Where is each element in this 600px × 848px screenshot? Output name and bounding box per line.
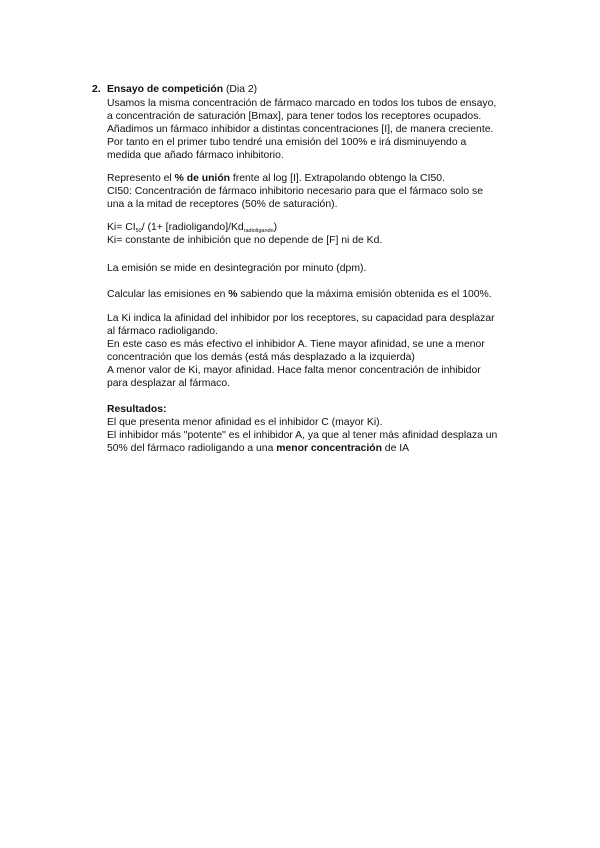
section-number: 2. <box>92 84 101 95</box>
para5-line: La Ki indica la afinidad del inhibidor por los receptores, su capacidad para desplazar <box>107 313 495 324</box>
para2-bold: % de unión <box>174 173 231 184</box>
section-heading-rest: (Dia 2) <box>223 84 258 95</box>
ki-formula <box>107 222 277 235</box>
para2-line: CI50: Concentración de fármaco inhibitorio necesario para que el fármaco solo se <box>107 186 484 197</box>
para5-line: A menor valor de Ki, mayor afinidad. Hace falta menor concentración de inhibidor <box>107 365 481 376</box>
formula-subscript: 50 <box>135 228 142 234</box>
results-text: 50% del fármaco radioligando a una <box>107 443 277 454</box>
formula-text: Ki= CI <box>107 222 136 233</box>
para5-line: concentración que los demás (está más desplazado a la izquierda) <box>107 352 415 363</box>
results-bold: menor concentración <box>276 443 382 454</box>
para4-text: sabiendo que la máxima emisión obtenida es el 100%. <box>237 289 492 300</box>
section-heading <box>107 84 257 97</box>
para4-bold: % <box>228 289 238 300</box>
para1-line: Añadimos un fármaco inhibidor a distintas concentraciones [I], de manera creciente. <box>107 124 494 135</box>
ki-definition: Ki= constante de inhibición que no depende de [F] ni de Kd. <box>107 235 383 246</box>
para2-text: frente al log [I]. Extrapolando obtengo la CI50. <box>230 173 445 184</box>
para1-line: Por tanto en el primer tubo tendré una emisión del 100% e irá disminuyendo a <box>107 137 467 148</box>
formula-text: / (1+ [radioligando]/Kd <box>141 222 244 233</box>
results-line: El inhibidor más "potente" es el inhibidor A, ya que al tener más afinidad desplaza un <box>107 430 498 441</box>
para2-text: Represento el <box>107 173 175 184</box>
results-line <box>107 443 409 456</box>
section-heading-bold: Ensayo de competición <box>107 84 224 95</box>
para4-text: Calcular las emisiones en <box>107 289 229 300</box>
para2-line <box>107 173 445 186</box>
para1-line: medida que añado fármaco inhibitorio. <box>107 150 284 161</box>
para5-line: En este caso es más efectivo el inhibidor A. Tiene mayor afinidad, se une a menor <box>107 339 485 350</box>
para5-line: al fármaco radioligando. <box>107 326 218 337</box>
formula-subscript: radioligando <box>243 228 274 234</box>
results-heading-text: Resultados: <box>107 404 167 415</box>
para5-line: para desplazar al fármaco. <box>107 378 231 389</box>
para4-line <box>107 289 492 302</box>
results-line: El que presenta menor afinidad es el inhibidor C (mayor Ki). <box>107 417 383 428</box>
results-heading <box>107 404 166 417</box>
para2-line: una a la mitad de receptores (50% de saturación). <box>107 199 338 210</box>
results-text: de IA <box>381 443 410 454</box>
para1-line: a concentración de saturación [Bmax], para tener todos los receptores ocupados. <box>107 111 482 122</box>
para3-line: La emisión se mide en desintegración por minuto (dpm). <box>107 263 367 274</box>
formula-text: ) <box>273 222 278 233</box>
para1-line: Usamos la misma concentración de fármaco marcado en todos los tubos de ensayo, <box>107 98 497 109</box>
